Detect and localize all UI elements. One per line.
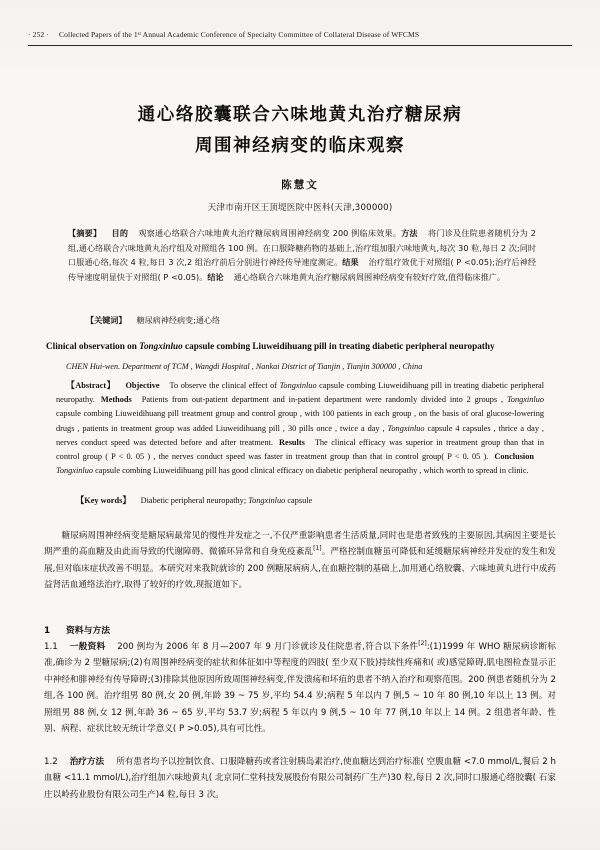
chinese-keywords-label: 【关键词】 xyxy=(86,315,127,325)
author-affiliation: 天津市南开区王顶堤医院中医科(天津,300000) xyxy=(207,203,393,213)
english-title-part-2: capsule combing Liuweidihuang pill in treating diabetic peripheral neuropathy xyxy=(182,341,495,351)
introduction-text xyxy=(44,528,556,594)
english-methods-text-c: capsule 4 capsules , thrice a day , nerves conduct speed was detected before and after treatment. xyxy=(56,423,544,447)
chinese-objective-label: 目的 xyxy=(111,228,129,238)
chinese-methods-label: 方法 xyxy=(401,228,418,238)
english-keywords-drug-name: Tongxinluo xyxy=(248,496,286,505)
english-methods-text-a: Patients from out-patient department and in-patient department were randomly divided into 2 groups , xyxy=(141,395,507,405)
chinese-conclusion-label: 结论 xyxy=(207,271,224,282)
page-folio-number: · 252 · xyxy=(28,30,49,39)
english-author-affiliation: CHEN Hui-wen. Department of TCM , Wangdi Hospital , Nankai District of Tianjin , Tianjin 300000 , China xyxy=(66,362,423,371)
english-objective-drug-name: Tongxinluo xyxy=(279,381,317,390)
chinese-abstract-label: 【摘要】 xyxy=(68,228,102,238)
english-conclusion-label: Conclusion xyxy=(494,452,534,462)
english-keywords-value-b: capsule xyxy=(285,496,313,505)
subsection-1-1-number: 1.1 xyxy=(44,642,58,652)
subsection-1-2 xyxy=(44,754,556,803)
chinese-keywords-value: 糖尿病神经病变;通心络 xyxy=(136,315,221,325)
article-title-line-2: 周围神经病变的临床观察 xyxy=(194,136,406,156)
subsection-1-1-title: 一般资料 xyxy=(69,642,106,652)
introduction-paragraph xyxy=(44,528,556,594)
subsection-1-2-title: 治疗方法 xyxy=(69,757,105,767)
introduction-text-b: 。严格控制血糖虽可降低和延缓糖尿病神经并发症的发生和发展,但对临床症状改善不明显。本研究对来我院就诊的 200 例糖尿病病人,在血糖控制的基础上,加用通心络胶囊、六味地黄丸进行中成药益肾活血通络法治疗,取得了较好的疗效,现报道如下。 xyxy=(44,547,556,591)
subsection-1-2-number: 1.2 xyxy=(44,757,58,767)
english-keywords-value-a: Diabetic peripheral neuropathy; xyxy=(140,496,249,505)
section-1-title: 资料与方法 xyxy=(66,626,110,636)
english-conclusion-text: capsule combing Liuweidihuang pill has good clinical efficacy on diabetic peripheral neuropathy , which worth to spread in clinic. xyxy=(93,466,529,476)
english-methods-drug-name-1: Tongxinluo xyxy=(506,395,544,405)
section-heading-1 xyxy=(44,623,556,639)
chinese-abstract xyxy=(68,226,536,284)
english-keywords-label: 【Key words】 xyxy=(76,496,131,505)
header-rule-divider xyxy=(28,45,572,46)
english-keywords xyxy=(56,494,544,508)
english-conclusion-drug-name: Tongxinluo xyxy=(56,466,94,476)
chinese-methods-text: 将门诊及住院患者随机分为 2 组,通心络联合六味地黄丸治疗组及对照组各 100 例。在口服降糖药物的基础上,治疗组加服六味地黄丸,每次 30 粒,每日 2 次;同时口服通心络,每次 4 粒,每日 3 次,2 组治疗前后分别进行神经传导速度测定。 xyxy=(68,228,537,268)
english-methods-drug-name-2: Tongxinluo xyxy=(387,423,425,433)
subsection-1-2-text: 所有患者均予以控制饮食、口服降糖药或者注射胰岛素治疗,使血糖达到治疗标准( 空腹血糖 <7.0 mmol/L,餐后 2 h 血糖 <11.1 mmol/L),治疗组加六味地黄丸( 北京同仁堂科技发展股份有限公司制药厂生产)30 粒,每日 2 次,同时口服通心络胶囊( 石家庄以岭药业股份有限公司生产)4 粒,每日 3 次。 xyxy=(44,757,556,800)
english-methods-label: Methods xyxy=(100,395,132,405)
running-head-text: Collected Papers of the 1ˢᵗ Annual Academic Conference of Specialty Committee of Collateral Disease of WFCMS xyxy=(58,30,420,39)
english-article-title xyxy=(46,340,554,353)
english-results-text: The clinical efficacy was superior in treatment group than that in control group ( P < 0. 05 ) , the nerves conduct speed was faster in treatment group than that in control group( P < 0. 05 ). xyxy=(56,437,544,462)
chinese-conclusion-text: 通心络联合六味地黄丸治疗糖尿病周围神经病变有较好疗效,值得临床推广。 xyxy=(233,271,506,282)
article-title-line-1: 通心络胶囊联合六味地黄丸治疗糖尿病 xyxy=(137,105,463,125)
english-objective-label: Objective xyxy=(125,381,160,390)
subsection-1-1-text-b: :(1)1999 年 WHO 糖尿病诊断标准,确诊为 2 型糖尿病;(2)有周围神经病变的症状和体征如中等程度的四肢( 至少双下肢)持续性疼痛和( 或)感觉障碍,肌电图检查显示正中神经和腓神经有传导障碍;(3)排除其他原因所致周围神经病变,伴发溃疡和坏疽的患者不纳入治疗和观察范围。200 例患者随机分为 2 组,各 100 例。治疗组男 80 例,女 20 例,年龄 39 ~ 75 岁,平均 54.4 岁;病程 5 年以内 7 例,5 ~ 10 年 80 例,10 年以上 13 例。对照组男 88 例,女 12 例,年龄 36 ~ 65 岁,平均 53.7 岁;病程 5 年以内 9 例,5 ~ 10 年 77 例,10 年以上 14 例。2 组患者年龄、性别、病程、症状比较无统计学意义( P >0.05),具有可比性。 xyxy=(44,642,556,735)
section-1-number: 1 xyxy=(44,626,51,636)
introduction-text-a: 糖尿病周围神经病变是糖尿病最常见的慢性并发症之一,不仅严重影响患者生活质量,同时也是患者致残的主要原因,其病因主要是长期严重的高血糖及由此而导致的代谢障碍、微循环异常和自身免疫紊乱 xyxy=(44,531,556,558)
reference-marker-1: [1] xyxy=(313,545,322,553)
english-abstract xyxy=(56,379,544,478)
subsection-1-1 xyxy=(44,639,556,737)
chinese-objective-text: 观察通心络联合六味地黄丸治疗糖尿病周围神经病变 200 例临床效果。 xyxy=(138,228,402,238)
english-title-part-1: Clinical observation on xyxy=(46,341,140,351)
chinese-results-label: 结果 xyxy=(342,257,359,268)
author-name: 陈慧文 xyxy=(281,179,319,191)
english-methods-text-b: capsule combing Liuweidihuang pill treatment group and control group , with 100 patients in each group , on the basis of oral glucose-lowering drugs , patients in treatment group was added Liuweidihuang pill , 30 pills once , twice a day , xyxy=(56,409,544,433)
reference-marker-2: [2] xyxy=(418,640,427,648)
english-title-drug-name: Tongxinluo xyxy=(139,341,183,351)
subsection-1-1-text-a: 200 例均为 2006 年 8 月—2007 年 9 月门诊就诊及住院患者,符合以下条件 xyxy=(117,642,419,652)
chinese-results-text: 治疗组疗效优于对照组( P <0.05);治疗后神经传导速度明显快于对照组( P <0.05)。 xyxy=(68,257,536,282)
chinese-keywords xyxy=(68,313,536,328)
english-abstract-label: 【Abstract】 xyxy=(66,381,116,390)
english-results-label: Results xyxy=(279,437,305,447)
article-title xyxy=(60,100,540,162)
english-objective-text-a: To observe the clinical effect of xyxy=(169,381,280,390)
running-head xyxy=(28,30,572,39)
english-objective-text-b: capsule combing Liuweidihuang pill in treating diabetic peripheral neuropathy. xyxy=(56,381,545,405)
